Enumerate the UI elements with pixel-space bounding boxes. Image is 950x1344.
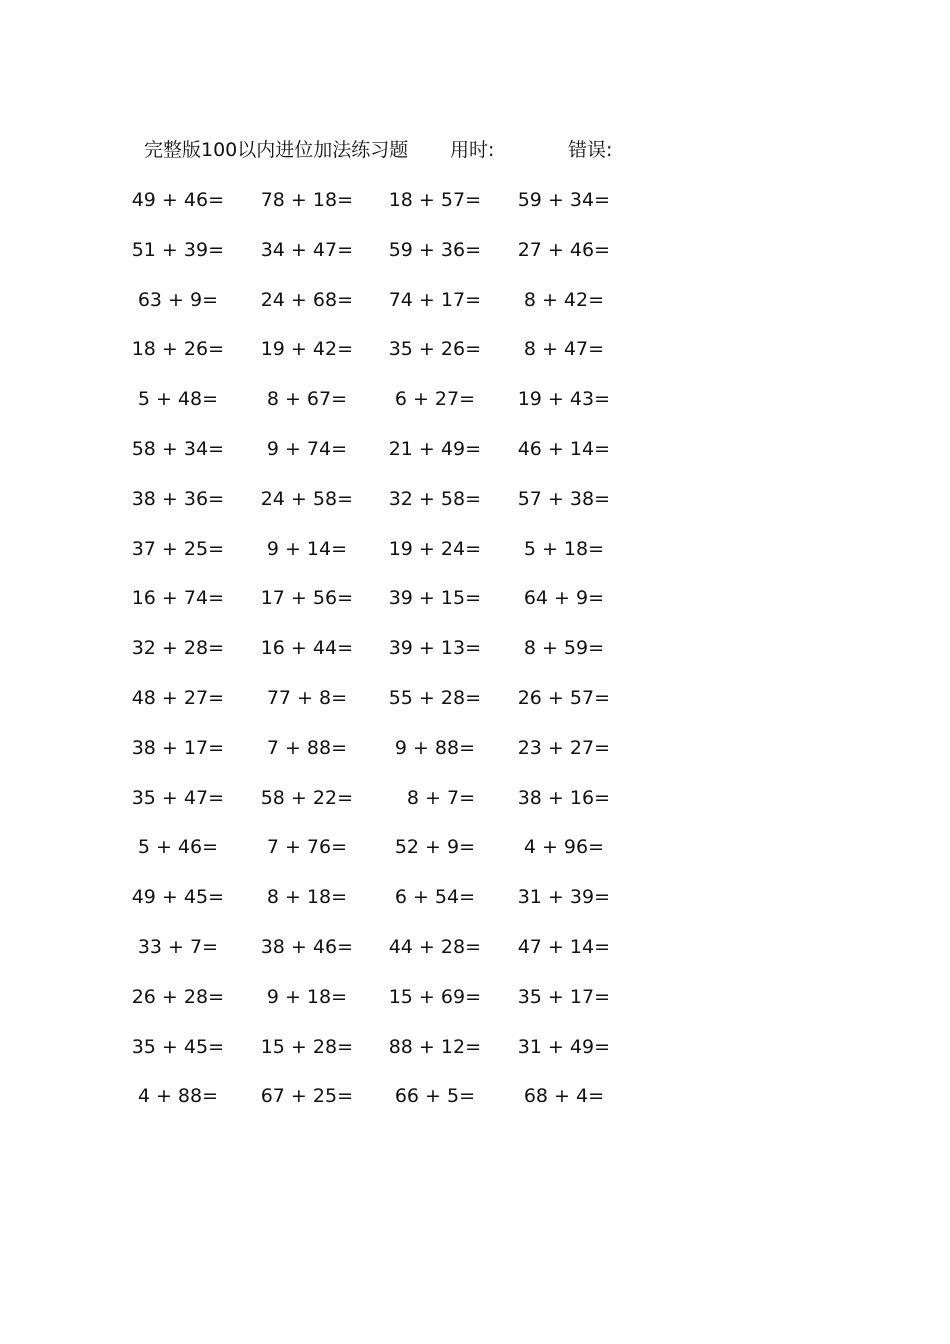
- problem-cell: 67 + 25=: [260, 1085, 353, 1108]
- problem-cell: 8 + 42=: [523, 288, 604, 311]
- problem-cell: 6 + 27=: [394, 388, 475, 411]
- problem-cell: 48 + 27=: [131, 686, 224, 709]
- problem-cell: 19 + 24=: [388, 537, 481, 560]
- problem-cell: 58 + 22=: [260, 786, 353, 809]
- problem-row: [0, 684, 950, 734]
- problem-cell: 27 + 46=: [517, 238, 610, 261]
- problem-cell: 49 + 45=: [131, 886, 224, 909]
- problem-cell: 6 + 54=: [394, 886, 475, 909]
- problem-cell: 35 + 17=: [517, 985, 610, 1008]
- problem-row: [0, 236, 950, 286]
- problem-row: [0, 883, 950, 933]
- problem-cell: 23 + 27=: [517, 736, 610, 759]
- problem-cell: 51 + 39=: [131, 238, 224, 261]
- problem-row: [0, 1033, 950, 1083]
- problem-cell: 18 + 26=: [131, 338, 224, 361]
- problem-cell: 78 + 18=: [260, 189, 353, 211]
- problem-cell: 58 + 34=: [131, 437, 224, 460]
- problem-row: [0, 833, 950, 883]
- problem-cell: 38 + 17=: [131, 736, 224, 759]
- problem-cell: 24 + 58=: [260, 487, 353, 510]
- problem-row: [0, 485, 950, 535]
- problem-cell: 55 + 28=: [388, 686, 481, 709]
- problem-cell: 37 + 25=: [131, 537, 224, 560]
- problem-cell: 66 + 5=: [394, 1085, 475, 1108]
- problem-cell: 35 + 47=: [131, 786, 224, 809]
- error-count-label: 错误:: [568, 139, 613, 161]
- problem-row: [0, 286, 950, 336]
- problem-cell: 15 + 28=: [260, 1035, 353, 1058]
- problem-cell: 26 + 57=: [517, 686, 610, 709]
- problem-cell: 9 + 88=: [394, 736, 475, 759]
- problem-cell: 9 + 74=: [266, 437, 347, 460]
- problem-row: [0, 933, 950, 983]
- problem-cell: 19 + 42=: [260, 338, 353, 361]
- problem-cell: 74 + 17=: [388, 288, 481, 311]
- problem-cell: 4 + 96=: [523, 836, 604, 859]
- problem-cell: 59 + 36=: [388, 238, 481, 261]
- problem-cell: 5 + 18=: [523, 537, 604, 560]
- problem-row: [0, 734, 950, 784]
- problem-cell: 39 + 13=: [388, 637, 481, 660]
- problem-cell: 26 + 28=: [131, 985, 224, 1008]
- problem-cell: 8 + 7=: [406, 786, 475, 809]
- problem-cell: 8 + 59=: [523, 637, 604, 660]
- problem-row: [0, 634, 950, 684]
- problem-cell: 38 + 46=: [260, 935, 353, 958]
- problem-cell: 49 + 46=: [131, 189, 224, 211]
- problem-cell: 47 + 14=: [517, 935, 610, 958]
- problem-cell: 63 + 9=: [137, 288, 218, 311]
- problem-cell: 38 + 36=: [131, 487, 224, 510]
- problem-row: [0, 186, 950, 236]
- problem-cell: 16 + 44=: [260, 637, 353, 660]
- problem-row: [0, 385, 950, 435]
- problem-cell: 57 + 38=: [517, 487, 610, 510]
- problem-cell: 8 + 47=: [523, 338, 604, 361]
- problem-cell: 7 + 76=: [266, 836, 347, 859]
- problem-cell: 68 + 4=: [523, 1085, 604, 1108]
- problem-row: [0, 983, 950, 1033]
- problem-cell: 16 + 74=: [131, 587, 224, 610]
- problem-cell: 35 + 26=: [388, 338, 481, 361]
- problem-cell: 24 + 68=: [260, 288, 353, 311]
- problem-cell: 46 + 14=: [517, 437, 610, 460]
- time-used-label: 用时:: [450, 139, 495, 161]
- problem-cell: 34 + 47=: [260, 238, 353, 261]
- problem-cell: 18 + 57=: [388, 189, 481, 211]
- problem-cell: 35 + 45=: [131, 1035, 224, 1058]
- problem-cell: 44 + 28=: [388, 935, 481, 958]
- problem-cell: 15 + 69=: [388, 985, 481, 1008]
- problem-cell: 52 + 9=: [394, 836, 475, 859]
- problem-cell: 77 + 8=: [266, 686, 347, 709]
- problem-row: [0, 435, 950, 485]
- problem-cell: 4 + 88=: [137, 1085, 218, 1108]
- worksheet-title: 完整版100以内进位加法练习题: [144, 139, 409, 161]
- problem-cell: 8 + 67=: [266, 388, 347, 411]
- problem-cell: 59 + 34=: [517, 189, 610, 211]
- problem-cell: 17 + 56=: [260, 587, 353, 610]
- problem-cell: 5 + 46=: [137, 836, 218, 859]
- problem-row: [0, 535, 950, 585]
- problem-cell: 5 + 48=: [137, 388, 218, 411]
- problem-cell: 7 + 88=: [266, 736, 347, 759]
- problem-cell: 38 + 16=: [517, 786, 610, 809]
- problem-row: [0, 1082, 950, 1132]
- problem-cell: 21 + 49=: [388, 437, 481, 460]
- problem-row: [0, 335, 950, 385]
- problem-row: [0, 584, 950, 634]
- problem-grid: [0, 186, 950, 1132]
- problem-cell: 32 + 58=: [388, 487, 481, 510]
- problem-cell: 64 + 9=: [523, 587, 604, 610]
- problem-cell: 9 + 18=: [266, 985, 347, 1008]
- problem-cell: 88 + 12=: [388, 1035, 481, 1058]
- problem-cell: 8 + 18=: [266, 886, 347, 909]
- problem-cell: 31 + 49=: [517, 1035, 610, 1058]
- problem-cell: 33 + 7=: [137, 935, 218, 958]
- problem-cell: 31 + 39=: [517, 886, 610, 909]
- problem-cell: 32 + 28=: [131, 637, 224, 660]
- problem-cell: 9 + 14=: [266, 537, 347, 560]
- problem-cell: 39 + 15=: [388, 587, 481, 610]
- problem-row: [0, 784, 950, 834]
- problem-cell: 19 + 43=: [517, 388, 610, 411]
